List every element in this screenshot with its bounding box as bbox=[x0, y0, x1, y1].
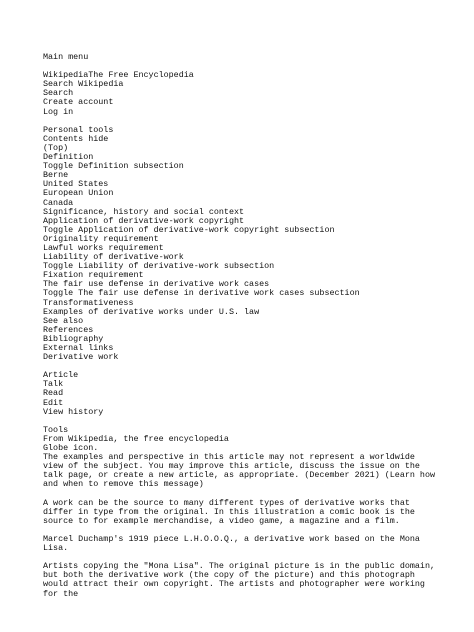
toc-item-see-also[interactable]: See also bbox=[43, 315, 84, 326]
tab-article[interactable]: Article bbox=[43, 370, 79, 381]
toc-item-application[interactable]: Application of derivative-work copyright bbox=[43, 215, 245, 226]
search-button[interactable]: Search bbox=[43, 88, 74, 99]
tools-button[interactable]: Tools bbox=[43, 424, 69, 435]
toc-item-canada[interactable]: Canada bbox=[43, 197, 74, 208]
log-in-link[interactable]: Log in bbox=[43, 106, 74, 117]
globe-icon: Globe icon. bbox=[43, 443, 99, 454]
page-title: Derivative work bbox=[43, 352, 119, 363]
toc-item-liability[interactable]: Liability of derivative-work bbox=[43, 252, 184, 263]
toc-item-transformativeness[interactable]: Transformativeness bbox=[43, 297, 134, 308]
worldwide-view-notice: The examples and perspective in this article may not represent a worldwide view of the subject. You may improve this article, discuss the issue on the talk page, or create a new article, as appropriate. (December 2021) (Learn how and when to remove this message) bbox=[43, 452, 441, 490]
spacer bbox=[43, 417, 438, 426]
site-subtitle: From Wikipedia, the free encyclopedia bbox=[43, 433, 229, 444]
toc-item-references[interactable]: References bbox=[43, 324, 94, 335]
site-logo-link[interactable]: WikipediaThe Free Encyclopedia bbox=[43, 70, 194, 81]
toc-item-bibliography[interactable]: Bibliography bbox=[43, 333, 104, 344]
toc-item-fair-use[interactable]: The fair use defense in derivative work cases bbox=[43, 279, 270, 290]
toc-item-united-states[interactable]: United States bbox=[43, 179, 109, 190]
search-input[interactable]: Search Wikipedia bbox=[43, 79, 124, 90]
spacer bbox=[43, 362, 438, 371]
toc-item-lawful-works[interactable]: Lawful works requirement bbox=[43, 242, 164, 253]
personal-tools-button[interactable]: Personal tools bbox=[43, 124, 114, 135]
tab-edit[interactable]: Edit bbox=[43, 397, 64, 408]
toc-item-definition[interactable]: Definition bbox=[43, 152, 94, 163]
toc-toggle-fair-use[interactable]: Toggle The fair use defense in derivative work cases subsection bbox=[43, 288, 360, 299]
image-caption-derivative-types: A work can be the source to many different types of derivative works that differ in type from the original. In this illustration a comic book is the source to for example merchandise, a video game, a magazine and a film. bbox=[43, 497, 420, 526]
toc-toggle-liability[interactable]: Toggle Liability of derivative-work subsection bbox=[43, 261, 275, 272]
tab-view-history[interactable]: View history bbox=[43, 406, 104, 417]
toc-toggle-definition[interactable]: Toggle Definition subsection bbox=[43, 161, 184, 172]
page-content bbox=[43, 52, 441, 599]
toc-item-examples[interactable]: Examples of derivative works under U.S. law bbox=[43, 306, 260, 317]
toc-item-significance[interactable]: Significance, history and social context bbox=[43, 206, 245, 217]
contents-hide-button[interactable]: Contents hide bbox=[43, 133, 109, 144]
main-menu-button[interactable]: Main menu bbox=[43, 52, 89, 62]
create-account-link[interactable]: Create account bbox=[43, 97, 114, 108]
toc-item-european-union[interactable]: European Union bbox=[43, 188, 114, 199]
tab-read[interactable]: Read bbox=[43, 388, 64, 399]
toc-item-fixation[interactable]: Fixation requirement bbox=[43, 270, 144, 281]
toc-toggle-application[interactable]: Toggle Application of derivative-work copyright subsection bbox=[43, 224, 335, 235]
image-caption-lhooq: Marcel Duchamp's 1919 piece L.H.O.O.Q., a derivative work based on the Mona Lisa. bbox=[43, 533, 425, 554]
toc-item-external-links[interactable]: External links bbox=[43, 343, 114, 353]
toc-item-originality[interactable]: Originality requirement bbox=[43, 233, 159, 244]
tab-talk[interactable]: Talk bbox=[43, 379, 64, 390]
toc-item-top[interactable]: (Top) bbox=[43, 142, 69, 153]
toc-item-berne[interactable]: Berne bbox=[43, 170, 69, 181]
image-caption-mona-lisa-artists: Artists copying the "Mona Lisa". The original picture is in the public domain, but both the derivative work (the copy of the picture) and this photograph would attract their own copyright. The artists and photographer were working for the bbox=[43, 561, 441, 599]
